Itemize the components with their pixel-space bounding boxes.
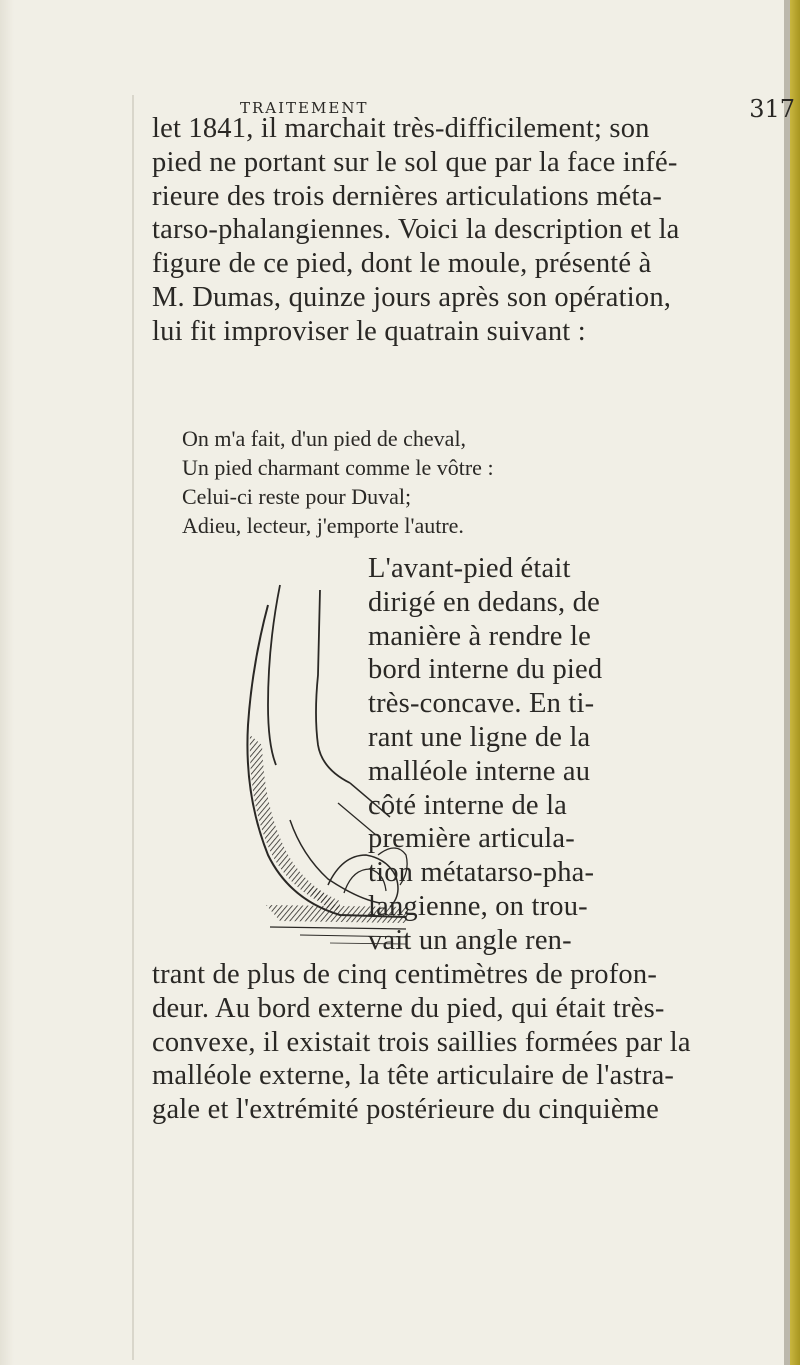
text-line: très-concave. En ti- — [368, 688, 595, 720]
running-head: TRAITEMENT — [240, 99, 369, 117]
text-line: lui fit improviser le quatrain suivant : — [152, 315, 586, 347]
verse-line: Un pied charmant comme le vôtre : — [182, 455, 494, 480]
verse-line: Adieu, lecteur, j'emporte l'autre. — [182, 513, 464, 538]
text-line: rieure des trois dernières articulations méta- — [152, 180, 663, 212]
paragraph-2 — [368, 552, 602, 958]
verse-line: Celui-ci reste pour Duval; — [182, 484, 412, 509]
text-line: gale et l'extrémité postérieure du cinquième — [152, 1094, 659, 1126]
verse-line: On m'a fait, d'un pied de cheval, — [182, 426, 467, 451]
text-line: figure de ce pied, dont le moule, présenté à — [152, 248, 652, 280]
text-line: malléole externe, la tête articulaire de l'astra- — [152, 1060, 675, 1092]
text-line: L'avant-pied était — [368, 553, 571, 584]
text-line: malléole interne au — [368, 755, 591, 787]
text-line: manière à rendre le — [368, 620, 591, 652]
paragraph-3 — [152, 958, 691, 1127]
paragraph-1 — [152, 112, 680, 349]
page-number: 317 — [749, 95, 795, 123]
text-line: langienne, on trou- — [368, 890, 588, 922]
page-gutter — [0, 0, 14, 1365]
text-line: M. Dumas, quinze jours après son opération, — [152, 281, 672, 313]
text-line: rant une ligne de la — [368, 721, 591, 753]
text-line: let 1841, il marchait très-difficilement; son — [152, 113, 650, 144]
page-edge — [790, 0, 800, 1365]
text-line: première articula- — [368, 823, 575, 855]
binding-shadow — [132, 95, 134, 1360]
text-line: côté interne de la — [368, 789, 568, 821]
quatrain — [182, 424, 494, 540]
text-line: tarso-phalangiennes. Voici la description et la — [152, 214, 680, 246]
text-line: deur. Au bord externe du pied, qui était très- — [152, 992, 665, 1024]
text-line: bord interne du pied — [368, 654, 603, 686]
text-line: trant de plus de cinq centimètres de profon- — [152, 959, 658, 990]
text-line: pied ne portant sur le sol que par la face infé- — [152, 146, 678, 178]
text-line: tion métatarso-pha- — [368, 857, 595, 889]
text-line: convexe, il existait trois saillies formées par la — [152, 1026, 691, 1058]
text-line: vait un angle ren- — [368, 924, 572, 956]
text-line: dirigé en dedans, de — [368, 586, 600, 618]
